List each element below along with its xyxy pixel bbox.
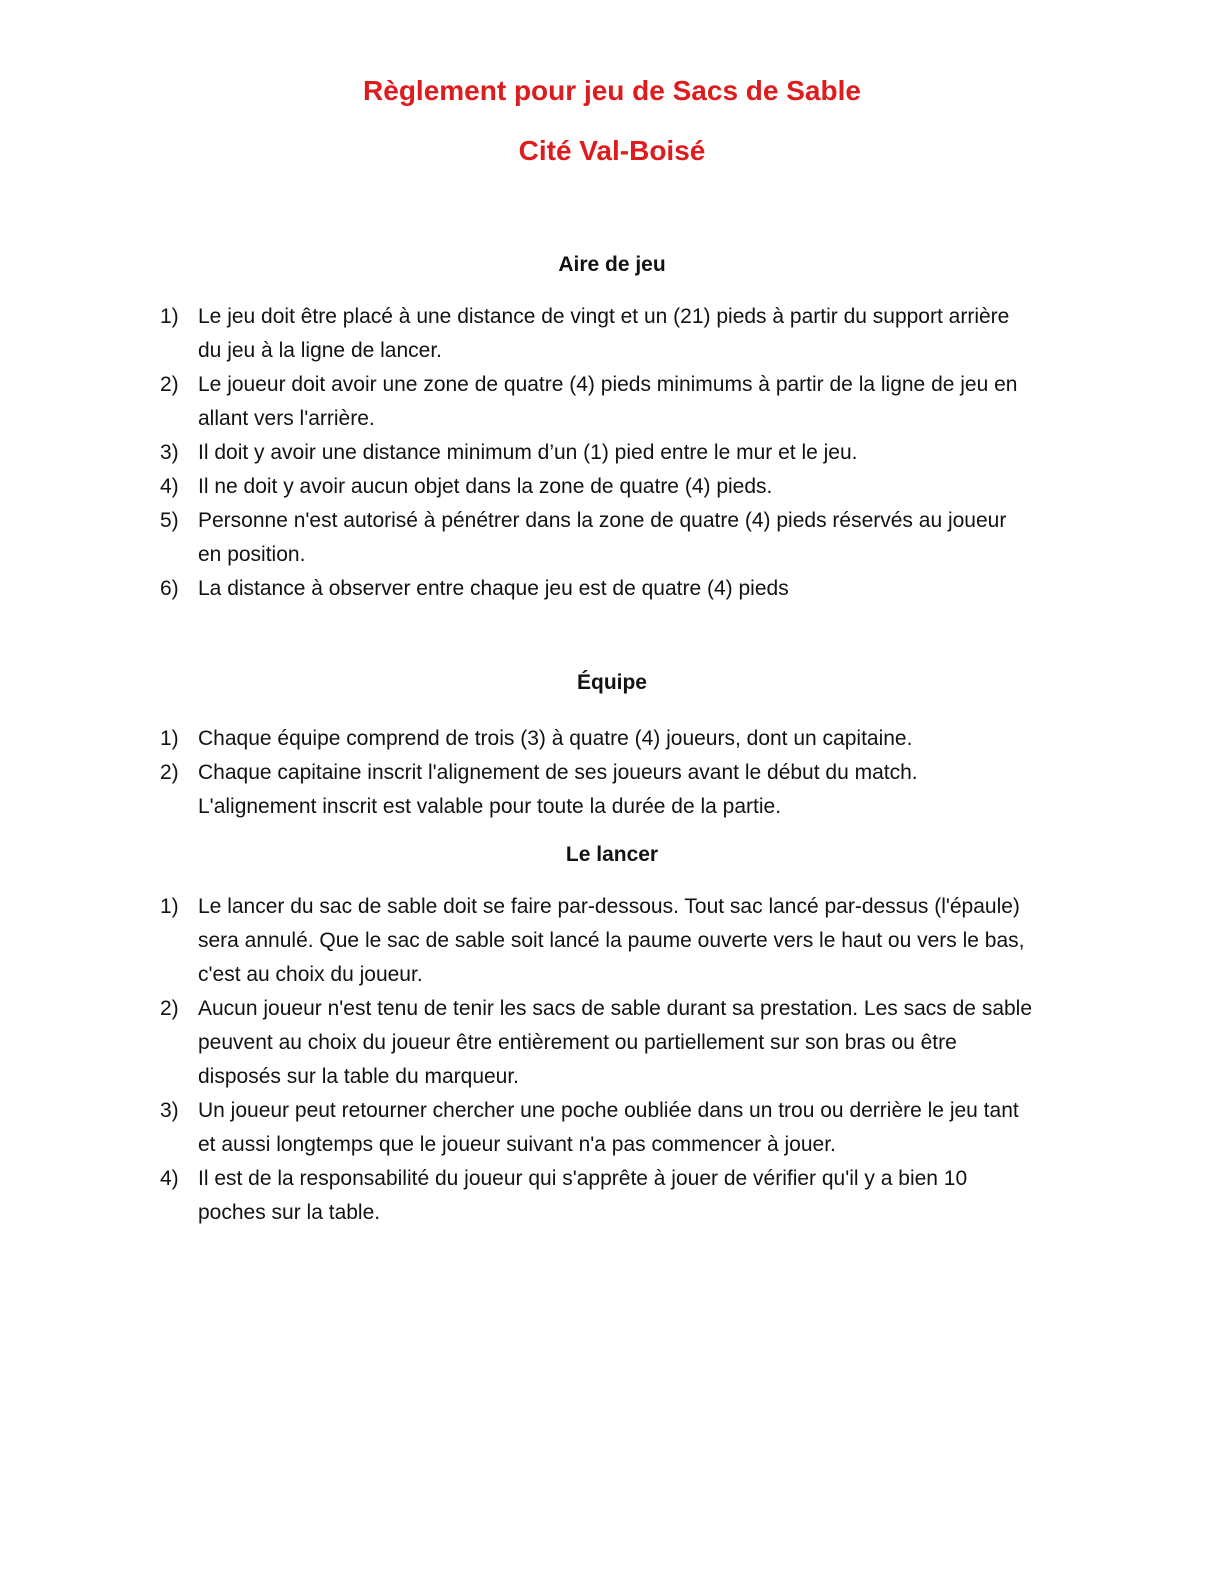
rule-text: Un joueur peut retourner chercher une poche oubliée dans un trou ou derrière le jeu tant et aussi longtemps que le joueur suivant n'a pas commencer à jouer. xyxy=(198,1099,1019,1156)
rule-text: Chaque équipe comprend de trois (3) à quatre (4) joueurs, dont un capitaine. xyxy=(198,727,913,750)
rule-number: 3) xyxy=(160,441,179,464)
rule-item xyxy=(160,992,1064,1094)
rule-number: 2) xyxy=(160,373,179,396)
rule-item xyxy=(160,756,1064,824)
rule-number: 4) xyxy=(160,475,179,498)
section-heading-aire-de-jeu: Aire de jeu xyxy=(558,253,666,276)
rule-item xyxy=(160,504,1064,572)
rule-number: 1) xyxy=(160,305,179,328)
rule-number: 5) xyxy=(160,509,179,532)
section-heading-equipe: Équipe xyxy=(576,671,647,694)
rule-text: Il ne doit y avoir aucun objet dans la zone de quatre (4) pieds. xyxy=(198,475,773,498)
rule-text: Le joueur doit avoir une zone de quatre (4) pieds minimums à partir de la ligne de jeu en allant vers l'arrière. xyxy=(198,373,1018,430)
rules-list-equipe xyxy=(160,722,1064,824)
rule-number: 1) xyxy=(160,727,179,750)
rule-item xyxy=(160,572,1064,606)
rule-item xyxy=(160,300,1064,368)
rule-text: Il doit y avoir une distance minimum d’un (1) pied entre le mur et le jeu. xyxy=(198,441,858,464)
rule-item xyxy=(160,890,1064,992)
rule-text: Le jeu doit être placé à une distance de vingt et un (21) pieds à partir du support arrière du jeu à la ligne de lancer. xyxy=(198,305,1010,362)
section-heading-le-lancer: Le lancer xyxy=(565,843,659,866)
rule-item xyxy=(160,368,1064,436)
rule-text: Aucun joueur n'est tenu de tenir les sacs de sable durant sa prestation. Les sacs de sable peuvent au choix du joueur être entièrement ou partiellement sur son bras ou être disposés sur la table du marqueur. xyxy=(198,997,1033,1088)
document-subtitle: Cité Val-Boisé xyxy=(518,135,706,166)
rule-item xyxy=(160,470,1064,504)
rule-text: Il est de la responsabilité du joueur qui s'apprête à jouer de vérifier qu'il y a bien 10 poches sur la table. xyxy=(198,1167,968,1224)
rule-text: Personne n'est autorisé à pénétrer dans la zone de quatre (4) pieds réservés au joueur en position. xyxy=(198,509,1007,566)
rules-list-le-lancer xyxy=(160,890,1064,1230)
rule-number: 3) xyxy=(160,1099,179,1122)
rule-item xyxy=(160,722,1064,756)
rule-number: 1) xyxy=(160,895,179,918)
rule-item xyxy=(160,1162,1064,1230)
rules-list-aire-de-jeu xyxy=(160,300,1064,606)
rule-item xyxy=(160,1094,1064,1162)
rule-text: Le lancer du sac de sable doit se faire par-dessous. Tout sac lancé par-dessus (l'épaule) sera annulé. Que le sac de sable soit lancé la paume ouverte vers le haut ou vers le bas, c'est au choix du joueur. xyxy=(198,895,1025,986)
document-title: Règlement pour jeu de Sacs de Sable xyxy=(363,75,861,106)
rule-text: La distance à observer entre chaque jeu est de quatre (4) pieds xyxy=(198,577,789,600)
rule-item xyxy=(160,436,1064,470)
rule-text: Chaque capitaine inscrit l'alignement de ses joueurs avant le début du match. L'alignement inscrit est valable pour toute la durée de la partie. xyxy=(198,761,918,818)
rule-number: 2) xyxy=(160,761,179,784)
rule-number: 4) xyxy=(160,1167,179,1190)
rule-number: 6) xyxy=(160,577,179,600)
rule-number: 2) xyxy=(160,997,179,1020)
